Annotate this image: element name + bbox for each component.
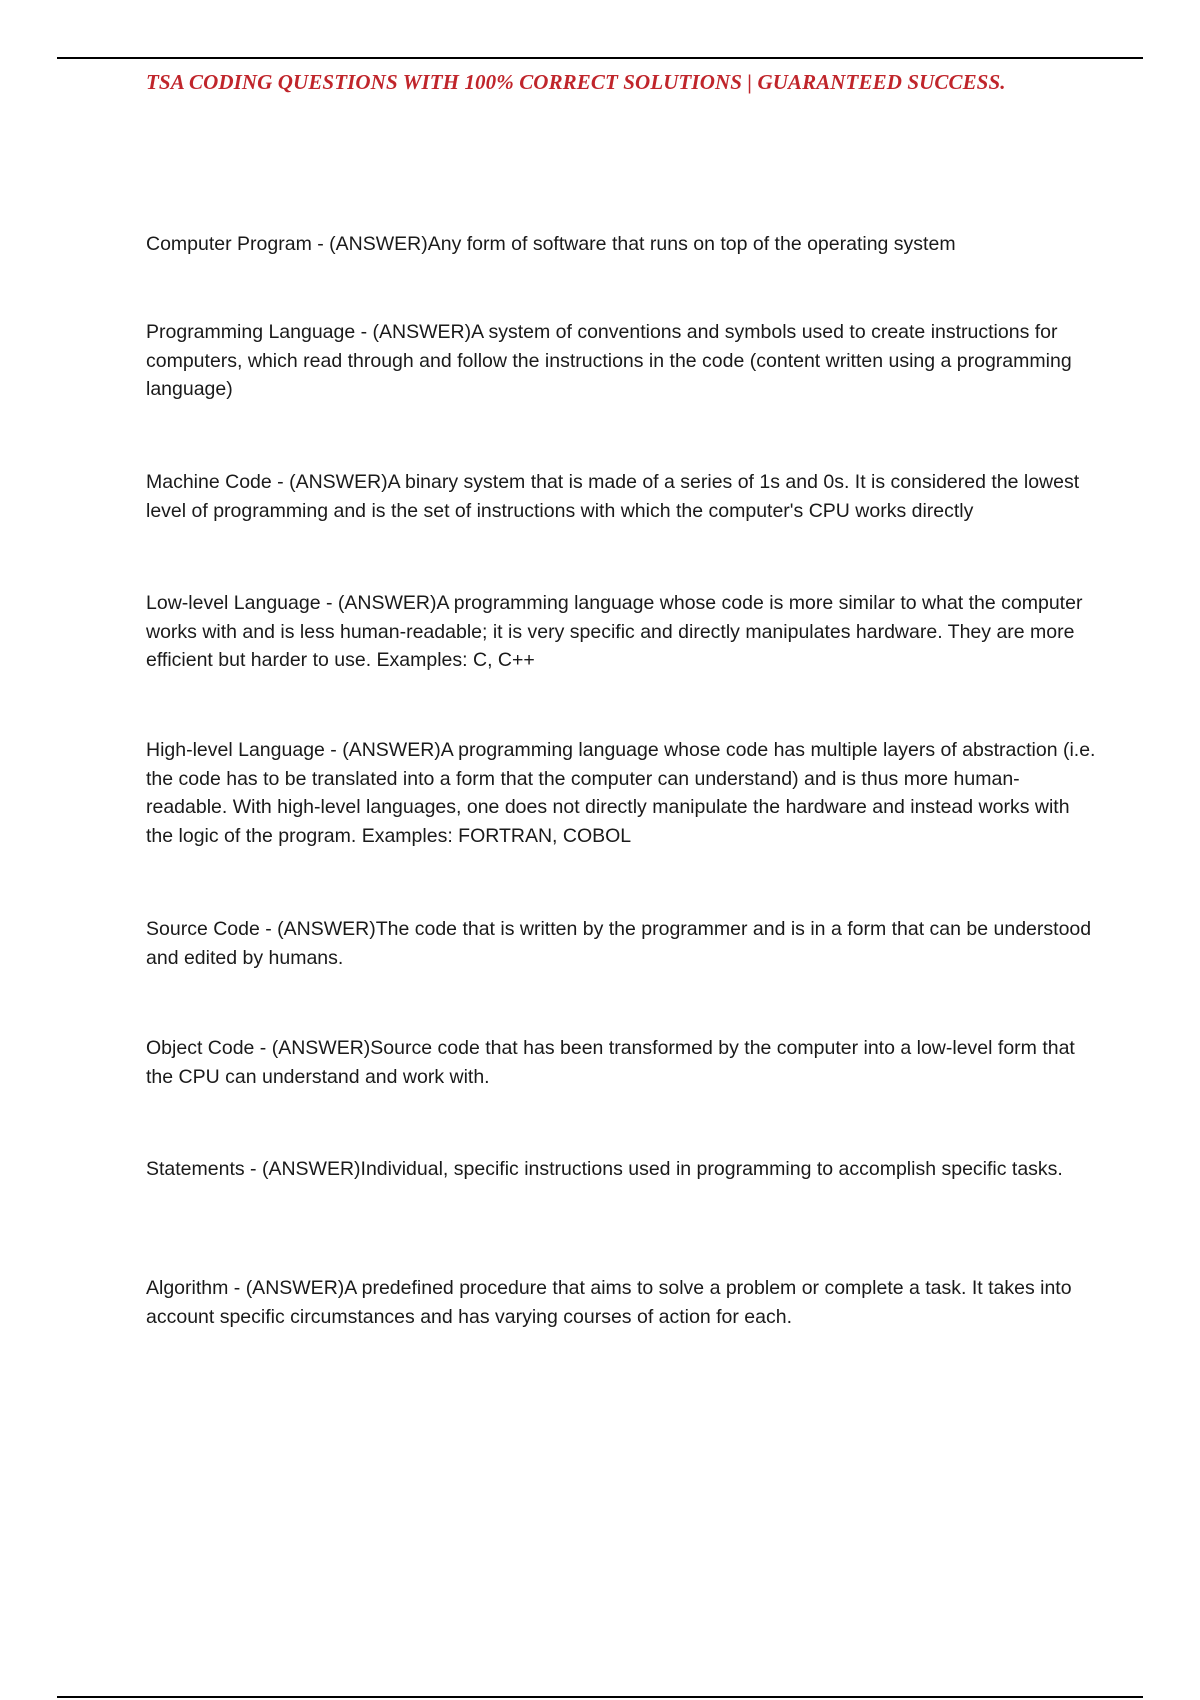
definition-entry: Programming Language - (ANSWER)A system of conventions and symbols used to create instructions for computers, which read through and follow the instructions in the code (content written using a programming language) <box>146 321 1072 400</box>
definition-entry: Computer Program - (ANSWER)Any form of software that runs on top of the operating system <box>146 233 956 255</box>
definition-entry: Statements - (ANSWER)Individual, specific instructions used in programming to accomplish specific tasks. <box>146 1158 1063 1180</box>
document-header-title: TSA CODING QUESTIONS WITH 100% CORRECT SOLUTIONS | GUARANTEED SUCCESS. <box>146 70 1006 94</box>
definition-entry: Algorithm - (ANSWER)A predefined procedure that aims to solve a problem or complete a task. It takes into account specific circumstances and has varying courses of action for each. <box>146 1277 1072 1328</box>
definition-entry: Source Code - (ANSWER)The code that is written by the programmer and is in a form that can be understood and edited by humans. <box>146 918 1092 969</box>
definition-entry: Low-level Language - (ANSWER)A programming language whose code is more similar to what the computer works with and is less human-readable; it is very specific and directly manipulates hardware. They are more efficient but harder to use. Examples: C, C++ <box>146 592 1083 671</box>
definition-entry: Object Code - (ANSWER)Source code that has been transformed by the computer into a low-level form that the CPU can understand and work with. <box>146 1037 1075 1088</box>
top-rule <box>57 57 1143 59</box>
definition-entry: High-level Language - (ANSWER)A programming language whose code has multiple layers of abstraction (i.e. the code has to be translated into a form that the computer can understand) and is thus more human-readable. With high-level languages, one does not directly manipulate the hardware and instead works with the logic of the program. Examples: FORTRAN, COBOL <box>146 739 1096 847</box>
definition-entry: Machine Code - (ANSWER)A binary system that is made of a series of 1s and 0s. It is considered the lowest level of programming and is the set of instructions with which the computer's CPU works directly <box>146 471 1080 522</box>
bottom-rule <box>57 1696 1143 1698</box>
